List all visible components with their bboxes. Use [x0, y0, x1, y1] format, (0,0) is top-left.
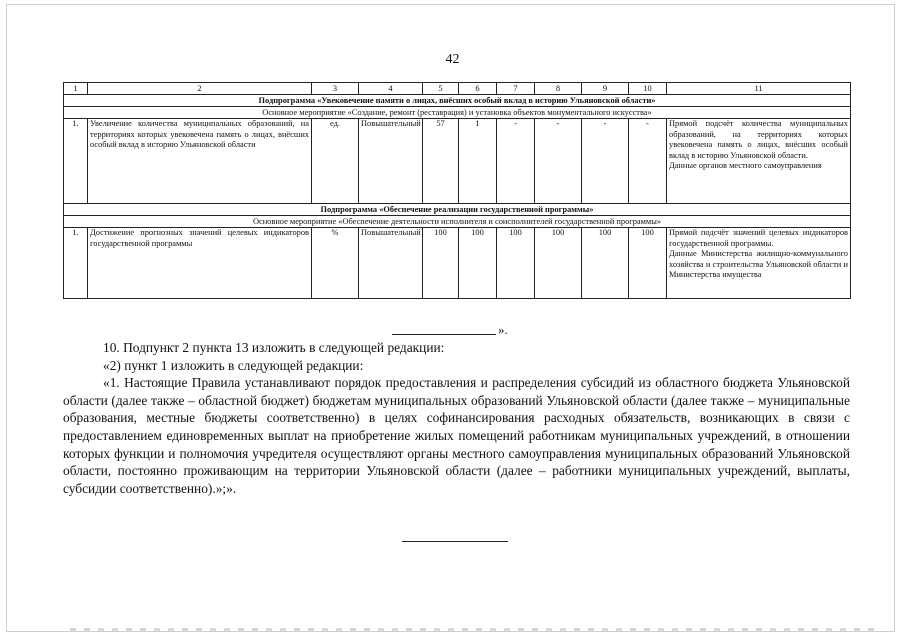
row-number: 1. [64, 119, 88, 204]
subprogram-row [64, 204, 851, 216]
value-cell: 57 [423, 119, 459, 204]
indicators-table [63, 82, 851, 299]
header-cell: 3 [312, 83, 359, 95]
table-row [64, 228, 851, 299]
value-cell: - [582, 119, 629, 204]
subprogram-row [64, 95, 851, 107]
source-text: Данные Министерства жилищно-коммунального хозяйства и строительства Ульяновской области и Министерства имущества [669, 249, 848, 279]
value-cell: - [629, 119, 667, 204]
indicator-name: Достижение прогнозных значений целевых индикаторов государственной программы [88, 228, 312, 299]
paragraph: «2) пункт 1 изложить в следующей редакции: [103, 357, 364, 373]
header-cell: 1 [64, 83, 88, 95]
subprogram-title: Подпрограмма «Увековечение памяти о лицах, внёсших особый вклад в историю Ульяновской области» [64, 95, 851, 107]
header-cell: 9 [582, 83, 629, 95]
header-cell: 6 [459, 83, 497, 95]
closing-quote: ». [498, 322, 508, 337]
event-row [64, 107, 851, 119]
method-text: Прямой подсчёт количества муниципальных образований, на территориях которых увековечена память о лицах, внёсших особый вклад в историю Ульяновской области. [669, 119, 848, 160]
header-cell: 7 [497, 83, 535, 95]
header-cell: 8 [535, 83, 582, 95]
header-cell: 11 [667, 83, 851, 95]
row-number: 1. [64, 228, 88, 299]
unit-cell: % [312, 228, 359, 299]
scan-artifact [70, 628, 880, 631]
value-cell: 100 [535, 228, 582, 299]
method-text: Прямой подсчёт значений целевых индикаторов государственной программы. [669, 228, 848, 248]
event-title: Основное мероприятие «Создание, ремонт (реставрация) и установка объектов монументального искусства» [64, 107, 851, 119]
indicator-type: Повышательный [359, 119, 423, 204]
subprogram-title: Подпрограмма «Обеспечение реализации государственной программы» [64, 204, 851, 216]
method-cell [667, 228, 851, 299]
table-row [64, 119, 851, 204]
unit-cell: ед. [312, 119, 359, 204]
value-cell: 100 [423, 228, 459, 299]
paragraph: «1. Настоящие Правила устанавливают порядок предоставления и распределения субсидий из областного бюджета Ульяновской области (далее также – областной бюджет) бюджетам муниципальных образований Ульяновской области (далее также – муниципальные образования, местные бюджеты соответственно) в целях софинансирования расходных обязательств, возникающих в связи с предоставлением единовременных выплат на приобретение жилых помещений работникам муниципальных учреждений, в отношении которых функции и полномочия учредителя осуществляют органы местного самоуправления муниципальных образований Ульяновской области, постоянно проживающим на территории Ульяновской области (далее – работники муниципальных учреждений, выплаты, субсидии соответственно).»;». [63, 375, 850, 496]
table-header-row [64, 83, 851, 95]
divider-line [392, 334, 496, 335]
source-text: Данные органов местного самоуправления [669, 161, 822, 170]
page-number: 42 [445, 52, 460, 67]
header-cell: 2 [88, 83, 312, 95]
bottom-divider-line [402, 541, 508, 542]
body-text [63, 339, 850, 497]
value-cell: - [535, 119, 582, 204]
method-cell [667, 119, 851, 204]
indicator-type: Повышательный [359, 228, 423, 299]
indicator-name: Увеличение количества муниципальных образований, на территориях которых увековечена память о лицах, внёсших особый вклад в историю Ульяновской области [88, 119, 312, 204]
value-cell: 100 [582, 228, 629, 299]
header-cell: 5 [423, 83, 459, 95]
paragraph: 10. Подпункт 2 пункта 13 изложить в следующей редакции: [103, 340, 445, 355]
header-cell: 10 [629, 83, 667, 95]
value-cell: 100 [497, 228, 535, 299]
value-cell: 100 [459, 228, 497, 299]
value-cell: - [497, 119, 535, 204]
header-cell: 4 [359, 83, 423, 95]
event-title: Основное мероприятие «Обеспечение деятельности исполнителя и соисполнителей государственной программы» [64, 216, 851, 228]
value-cell: 100 [629, 228, 667, 299]
event-row [64, 216, 851, 228]
value-cell: 1 [459, 119, 497, 204]
